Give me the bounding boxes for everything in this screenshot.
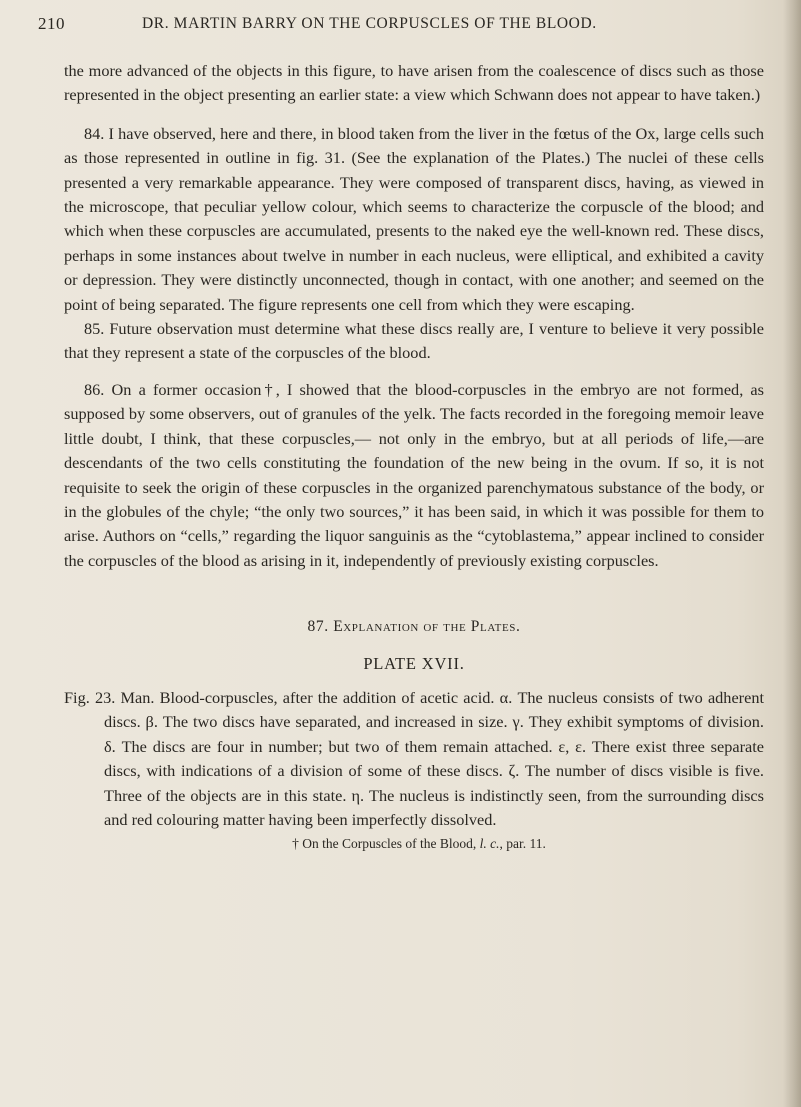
footnote-reference: , par. 11.: [499, 836, 546, 852]
running-title: DR. MARTIN BARRY ON THE CORPUSCLES OF THE BLOOD.: [142, 15, 597, 32]
section-heading: [64, 615, 764, 639]
paragraph-86: 86. On a former occasion†, I showed that the blood-corpuscles in the embryo are not formed, as supposed by some observers, out of granules of the yelk. The facts recorded in the foregoing memoir leave little doubt, I think, that these corpuscles,— not only in the embryo, but at all periods of life,—are descendants of the two cells constituting the foundation of the new being in the ovum. If so, it is not requisite to seek the origin of these corpuscles in the organized parenchymatous substance of the body, or in the globules of the chyle; “the only two sources,” it has been said, in which it was possible for them to arise. Authors on “cells,” regarding the liquor sanguinis as the “cytoblastema,” appear inclined to consider the corpuscles of the blood as arising in it, independently of previously existing corpuscles.: [64, 379, 764, 570]
page-header: [0, 14, 801, 38]
paragraph-85: 85. Future observation must determine what these discs really are, I venture to believe it very possible that they represent a state of the corpuscles of the blood.: [64, 319, 764, 363]
body-text: [64, 59, 764, 854]
section-title: Explanation of the Plates.: [333, 618, 521, 636]
paragraph-84: 84. I have observed, here and there, in blood taken from the liver in the fœtus of the Ox, large cells such as those represented in outline in fig. 31. (See the explanation of the Plates.) The nuclei of these cells presented a very remarkable appearance. They were composed of transparent discs, having, as viewed in the microscope, that peculiar yellow colour, which seems to characterize the corpuscle of the blood; and which when these corpuscles are accumulated, presents to the naked eye the well-known red. These discs, perhaps in some instances about twelve in number in each nucleus, were elliptical, and exhibited a cavity or depression. They were distinctly unconnected, though in contact, with one another; and seemed on the point of being separated. The figure represents one cell from which they were escaping.: [64, 123, 764, 314]
footnote-text: † On the Corpuscles of the Blood,: [292, 836, 480, 852]
plate-title: PLATE XVII.: [363, 653, 465, 673]
paragraph-continuation: the more advanced of the objects in this figure, to have arisen from the coalescence of discs such as those represented in the object presenting an earlier state: a view which Schwann does not appear to have taken.): [64, 61, 764, 105]
section-number: 87.: [307, 618, 329, 636]
footnote-abbreviation: l. c.: [479, 836, 500, 852]
page-number: 210: [38, 14, 65, 33]
footnote: [64, 834, 764, 854]
figure-23-explanation: Fig. 23. Man. Blood-corpuscles, after the addition of acetic acid. α. The nucleus consists of two adherent discs. β. The two discs have separated, and increased in size. γ. They exhibit symptoms of division. δ. The discs are four in number; but two of them remain attached. ε, ε. There exist three separate discs, with indications of a division of some of these discs. ζ. The number of discs visible is five. Three of the objects are in this state. η. The nucleus is indistinctly seen, from the surrounding discs and red colouring matter having been imperfectly dissolved.: [64, 687, 764, 829]
page-edge-shadow: [783, 0, 801, 1107]
